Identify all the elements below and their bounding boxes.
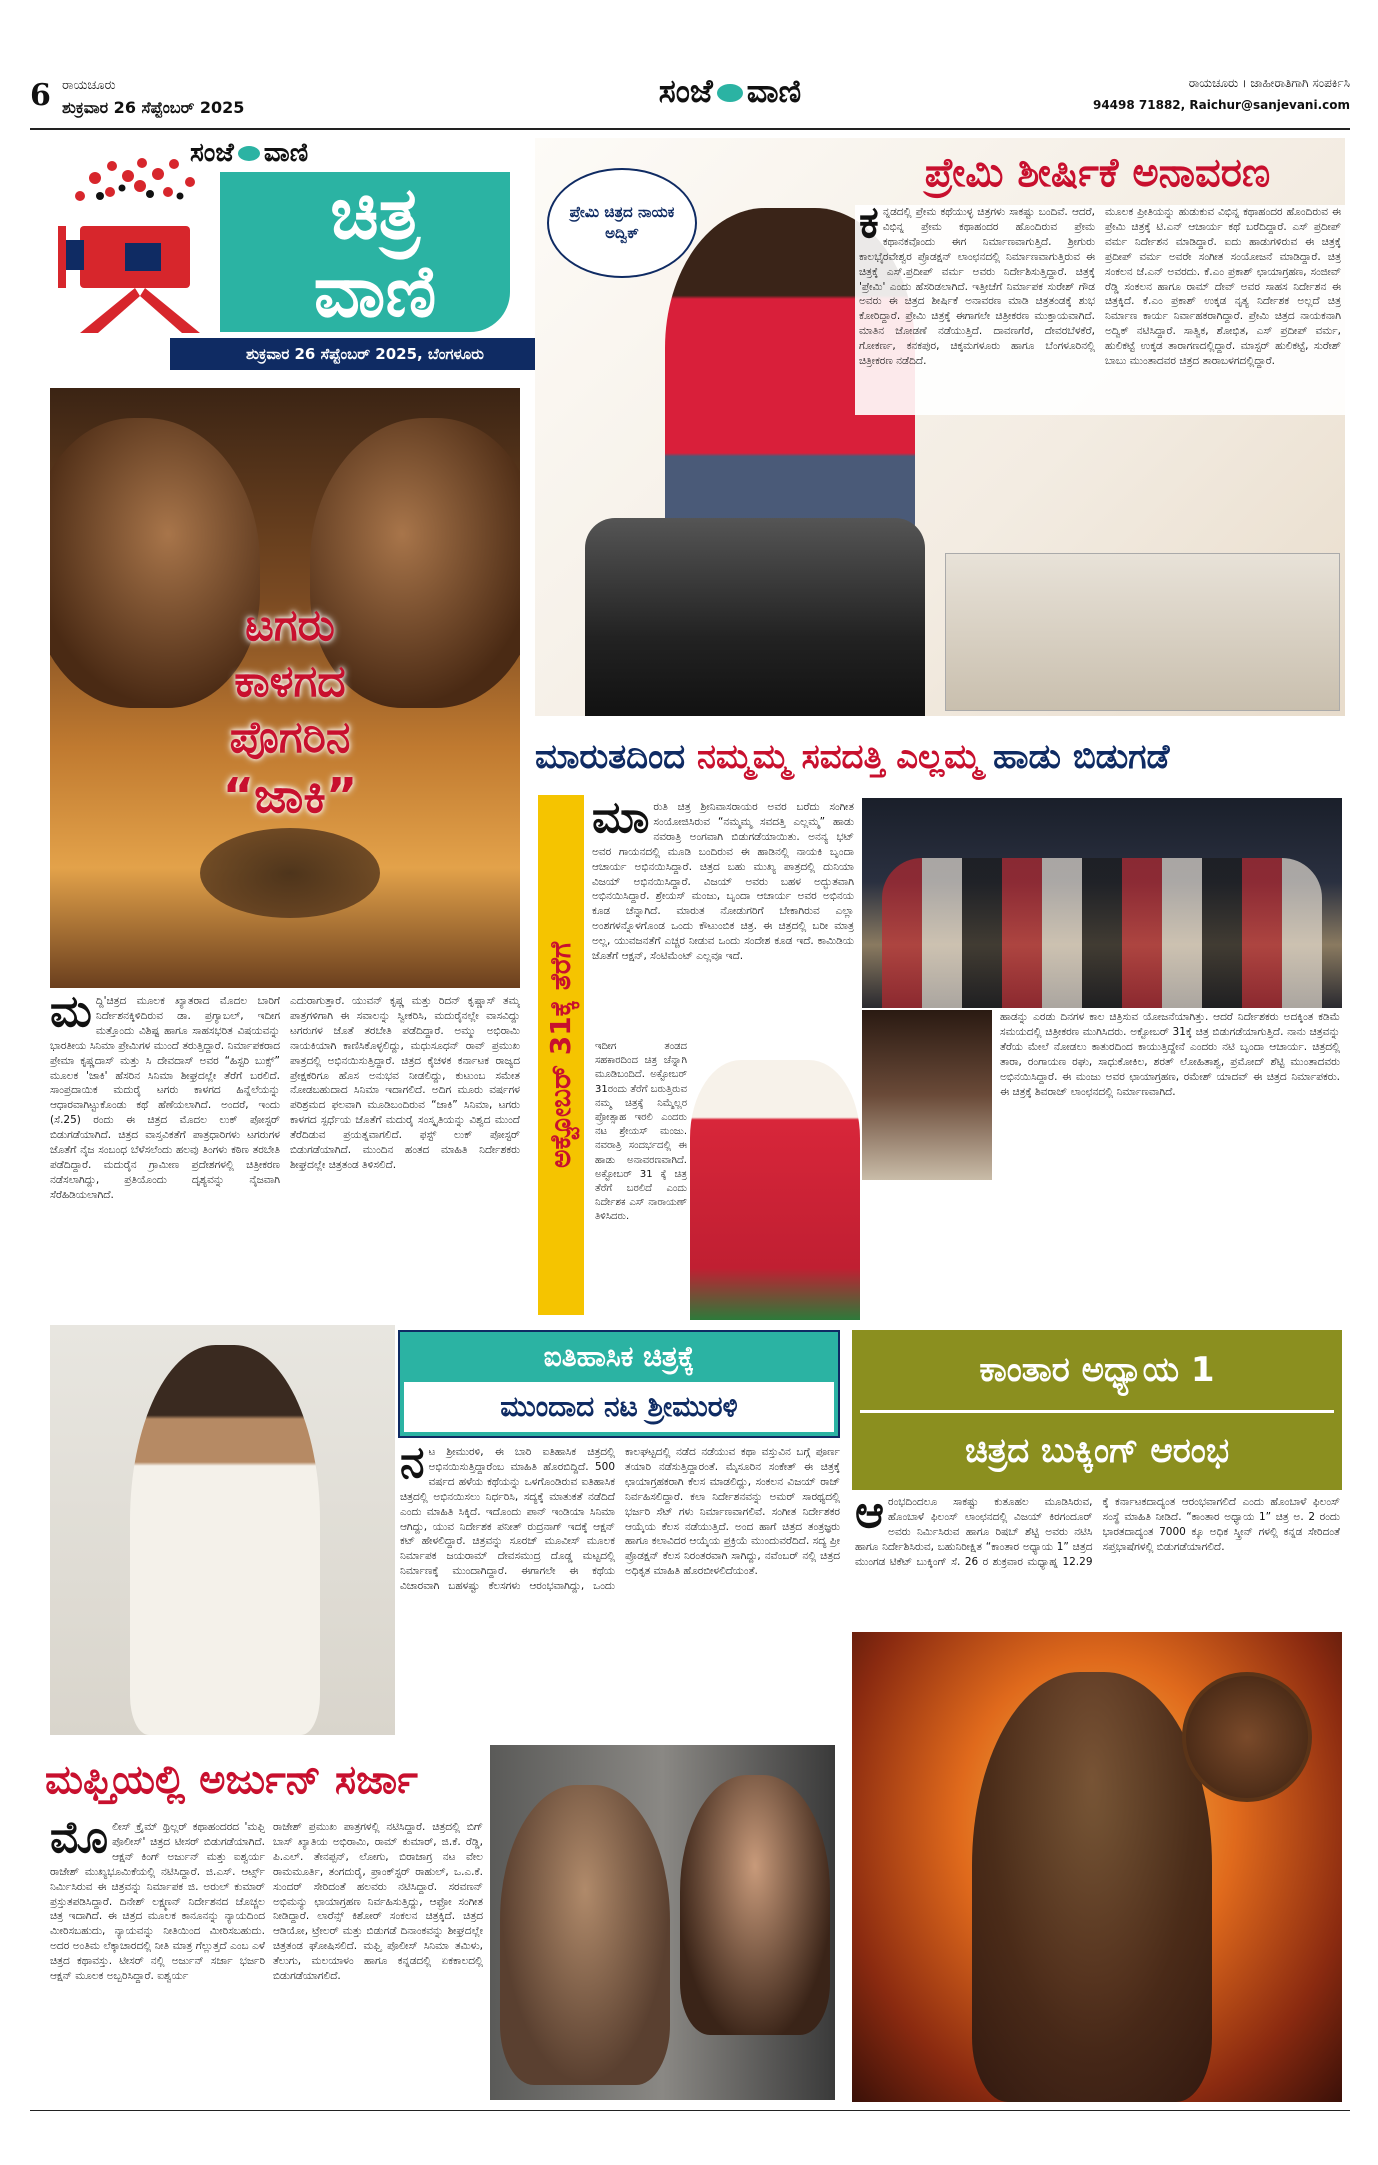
paper-name — [610, 72, 850, 111]
premi-body-col1-text: ನ್ನಡದಲ್ಲಿ ಪ್ರೇಮ ಕಥೆಯುಳ್ಳ ಚಿತ್ರಗಳು ಸಾಕಷ್ಟು ಬಂದಿವೆ. ಆದರೆ, ವಿಭಿನ್ನ ಪ್ರೇಮ ಕಥಾಹಂದರ ಹೊಂದಿರುವ ಪ್ರೇಮ ಕಥಾನಕವೊಂದು ಈಗ ನಿರ್ಮಾಣವಾಗುತ್ತಿದೆ. ಶ್ರೀಗುರು ಕಾಲಭೈರವೇಶ್ವರ ಪ್ರೊಡಕ್ಷನ್ ಲಾಂಛನದಲ್ಲಿ ನಿರ್ಮಾಣವಾಗುತ್ತಿರುವ ಈ ಚಿತ್ರಕ್ಕೆ ಎಸ್.ಪ್ರದೀಪ್ ವರ್ಮ ಅವರು ನಿರ್ದೇಶಿಸುತ್ತಿದ್ದಾರೆ. ಚಿತ್ರಕ್ಕೆ 'ಪ್ರೇಮಿ' ಎಂದು ಹೆಸರಿಡಲಾಗಿದೆ. ಇತ್ತೀಚೆಗೆ ನಿರ್ಮಾಪಕ ಸುರೇಶ್ ಗೌಡ ಅವರು ಈ ಚಿತ್ರದ ಶೀರ್ಷಿಕೆ ಅನಾವರಣ ಮಾಡಿ ಚಿತ್ರತಂಡಕ್ಕೆ ಶುಭ ಕೋರಿದ್ದಾರೆ. ಪ್ರೇಮಿ ಚಿತ್ರಕ್ಕೆ ಈಗಾಗಲೇ ಚಿತ್ರೀಕರಣ ಮುಕ್ತಾಯವಾಗಿದೆ. ಮಾತಿನ ಜೋಡಣೆ ನಡೆಯುತ್ತಿದೆ. ದಾವಣಗೆರೆ, ದೇವರಬೆಳಕೆರೆ, ಗೋಕರ್ಣ, ಕನಕಪುರ, ಚಿಕ್ಕಮಗಳೂರು ಹಾಗೂ ಬೆಂಗಳೂರಿನಲ್ಲಿ ಚಿತ್ರೀಕರಣ ನಡೆದಿದೆ. — [859, 206, 1095, 368]
yellamma-body-left — [592, 800, 854, 1030]
kantara-dropcap: ಆ — [855, 1495, 885, 1538]
yellamma-headline — [535, 728, 1345, 786]
premi-headline: ಪ್ರೇಮಿ ಶೀರ್ಷಿಕೆ ಅನಾವರಣ — [924, 150, 1271, 196]
masthead-rule — [30, 128, 1350, 130]
arjun-body-col1 — [50, 1820, 265, 2100]
arjun-face — [500, 1785, 670, 2085]
ad-contact: 94498 71882, Raichur@sanjevani.com — [1092, 98, 1350, 112]
ad-tagline: ರಾಯಚೂರು । ಜಾಹೀರಾತಿಗಾಗಿ ಸಂಪರ್ಕಿಸಿ — [1188, 76, 1350, 90]
yellamma-headline-part2: ನಮ್ಮಮ್ಮ ಸವದತ್ತಿ ಎಲ್ಲಮ್ಮ — [696, 737, 982, 777]
arjun-dropcap: ಮೊ — [50, 1820, 109, 1863]
jaaki-body — [50, 994, 520, 1314]
srimurali-photo — [50, 1325, 395, 1735]
film-camera-icon — [50, 148, 220, 338]
yellamma-vertical-banner — [538, 795, 584, 1315]
arjun-body-col2: ರಾಜೇಶ್ ಪ್ರಮುಖ ಪಾತ್ರಗಳಲ್ಲಿ ನಟಿಸಿದ್ದಾರೆ. ಚಿತ್ರದಲ್ಲಿ ಬಿಗ್ ಬಾಸ್ ಖ್ಯಾತಿಯ ಅಭಿರಾಮಿ, ರಾಮ್ ಕುಮಾರ್, ಜಿ.ಕೆ. ರೆಡ್ಡಿ, ಪಿ.ಎಲ್. ತೇನಪ್ಪನ್, ಲೋಗು, ಬಿರಾಜಾಗ್ರ ನಟ ವೇಲ ರಾಮಮೂರ್ತಿ, ತಂಗದುರೈ, ಪ್ರಾಂಕ್‌ಸ್ಟರ್ ರಾಹುಲ್, ಒ.ಎ.ಕೆ. ಸುಂದರ್ ಸೇರಿದಂತೆ ಹಲವರು ನಟಿಸಿದ್ದಾರೆ. ಸರವಣನ್ ಅಭಿಮನ್ಯು ಛಾಯಾಗ್ರಹಣ ನಿರ್ವಹಿಸುತ್ತಿದ್ದು, ಆಫ್ರೋ ಸಂಗೀತ ನೀಡಿದ್ದಾರೆ. ಲಾರೆನ್ಸ್ ಕಿಶೋರ್ ಸಂಕಲನ ಚಿತ್ರಕ್ಕಿದೆ. ಚಿತ್ರದ ಆಡಿಯೋ, ಟ್ರೇಲರ್ ಮತ್ತು ಬಿಡುಗಡೆ ದಿನಾಂಕವನ್ನು ಶೀಘ್ರದಲ್ಲೇ ಚಿತ್ರತಂಡ ಘೋಷಿಸಲಿದೆ. ಮಫ್ತಿ ಪೊಲೀಸ್ ಸಿನಿಮಾ ತಮಿಳು, ತೆಲುಗು, ಮಲಯಾಳಂ ಹಾಗೂ ಕನ್ನಡದಲ್ಲಿ ಏಕಕಾಲದಲ್ಲಿ ಬಿಡುಗಡೆಯಾಗಲಿದೆ. — [273, 1821, 483, 1983]
kantara-body — [855, 1495, 1340, 1625]
section-dateline: ಶುಕ್ರವಾರ 26 ಸೆಪ್ಟೆಂಬರ್ 2025, ಬೆಂಗಳೂರು — [170, 338, 560, 370]
kantara-poster — [852, 1632, 1342, 2102]
jaaki-headline-line3: ಪೊಗರಿನ — [229, 712, 351, 763]
premi-body-col1 — [859, 205, 1095, 415]
issue-date: ಶುಕ್ರವಾರ 26 ಸೆಪ್ಟೆಂಬರ್ 2025 — [62, 98, 245, 117]
yellamma-body-narrow: ಇದೀಗ ತಂಡದ ಸಹಕಾರದಿಂದ ಚಿತ್ರ ಚೆನ್ನಾಗಿ ಮೂಡಿಬಂದಿದೆ. ಅಕ್ಟೋಬರ್ 31ರಂದು ತೆರೆಗೆ ಬರುತ್ತಿರುವ ನಮ್ಮ ಚಿತ್ರಕ್ಕೆ ನಿಮ್ಮೆಲ್ಲರ ಪ್ರೋತ್ಸಾಹ ಇರಲಿ ಎಂದರು ನಟ ಶ್ರೇಯಸ್ ಮಂಜು. ನವರಾತ್ರಿ ಸಂದರ್ಭದಲ್ಲಿ ಈ ಹಾಡು ಅನಾವರಣವಾಗಿದೆ. ಅಕ್ಟೋಬರ್ 31 ಕ್ಕೆ ಚಿತ್ರ ತೆರೆಗೆ ಬರಲಿದೆ ಎಂದು ನಿರ್ದೇಶಕ ಎಸ್ ನಾರಾಯಣ್ ತಿಳಿಸಿದರು. — [595, 1041, 687, 1223]
yellamma-dropcap: ಮಾ — [592, 800, 650, 843]
yellamma-woman-photo — [690, 1060, 860, 1320]
kantara-warrior-figure — [972, 1672, 1212, 2102]
poster-rams — [200, 828, 380, 918]
yellamma-body-left-text: ರುತಿ ಚಿತ್ರ ಶ್ರೀನಿವಾಸರಾಯರ ಅವರ ಬರೆದು ಸಂಗೀತ ಸಂಯೋಜಿಸಿರುವ “ನಮ್ಮಮ್ಮ ಸವದತ್ತಿ ಎಲ್ಲಮ್ಮ” ಹಾಡು ನವರಾತ್ರಿ ಅಂಗವಾಗಿ ಬಿಡುಗಡೆಯಾಯಿತು. ಅನನ್ಯ ಭಟ್ ಅವರ ಗಾಯನದಲ್ಲಿ ಮೂಡಿ ಬಂದಿರುವ ಈ ಹಾಡಿನಲ್ಲಿ ನಾಯಕಿ ಬೃಂದಾ ಆಚಾರ್ಯ ಅಭಿನಯಿಸಿದ್ದಾರೆ. ಚಿತ್ರದ ಬಹು ಮುಖ್ಯ ಪಾತ್ರದಲ್ಲಿ ದುನಿಯಾ ವಿಜಯ್ ಅಭಿನಯಿಸಿದ್ದಾರೆ. ವಿಜಯ್ ಅವರು ಬಹಳ ಅದ್ಭುತವಾಗಿ ಅಭಿನಯಿಸಿದ್ದಾರೆ. ಶ್ರೇಯಸ್ ಮಂಜು, ಬೃಂದಾ ಆಚಾರ್ಯ ಅವರ ಅಭಿನಯ ಕೂಡ ಚೆನ್ನಾಗಿದೆ. ಮಾರುತ ನೋಡುಗರಿಗೆ ಬೇಕಾಗಿರುವ ಎಲ್ಲಾ ಅಂಶಗಳನ್ನೊಳಗೊಂಡ ಒಂದು ಕೌಟುಂಬಿಕ ಚಿತ್ರ. ಈ ಚಿತ್ರದಲ್ಲಿ ಬರೀ ಮಾತ್ರ ಅಲ್ಲ, ಯುವಜನತೆಗೆ ಎಚ್ಚರ ನೀಡುವ ಒಂದು ಸಂದೇಶ ಕೂಡ ಇದೆ. ಕಾಮಿಡಿಯ ಜೊತೆಗೆ ಆಕ್ಷನ್, ಸೆಂಟಿಮೆಂಟ್ ಎಲ್ಲವೂ ಇದೆ. — [592, 801, 854, 963]
yellamma-headline-part1: ಮಾರುತದಿಂದ — [535, 737, 697, 777]
yellamma-body-right: ಹಾಡನ್ನು ಎರಡು ದಿನಗಳ ಕಾಲ ಚಿತ್ರಿಸುವ ಯೋಜನೆಯಾಗಿತ್ತು. ಆದರೆ ನಿರ್ದೇಶಕರು ಅದಕ್ಕಿಂತ ಕಡಿಮೆ ಸಮಯದಲ್ಲಿ ಚಿತ್ರೀಕರಣ ಮುಗಿಸಿದರು. ಅಕ್ಟೋಬರ್ 31ಕ್ಕೆ ಚಿತ್ರ ಬಿಡುಗಡೆಯಾಗುತ್ತಿದೆ. ನಾನು ಚಿತ್ರವನ್ನು ತೆರೆಯ ಮೇಲೆ ನೋಡಲು ಕಾತುರದಿಂದ ಕಾಯುತ್ತಿದ್ದೇನೆ ಎಂದರು ನಟಿ ಬೃಂದಾ ಆಚಾರ್ಯ. ಚಿತ್ರದಲ್ಲಿ ತಾರಾ, ರಂಗಾಯಣ ರಘು, ಸಾಧುಕೋಕಿಲ, ಶರತ್ ಲೋಹಿತಾಶ್ವ, ಪ್ರಮೋದ್ ಶೆಟ್ಟಿ ಮುಂತಾದವರು ಅಭಿನಯಿಸಿದ್ದಾರೆ. ಈ ಮಂಜು ಅವರ ಛಾಯಾಗ್ರಹಣ, ರಮೇಶ್ ಯಾದವ್ ಈ ಚಿತ್ರದ ನಿರ್ಮಾಪಕರು. ಈ ಚಿತ್ರಕ್ಕೆ ಶಿವರಾಜ್ ಲಾಂಛನದಲ್ಲಿ ನಿರ್ಮಾಣವಾಗಿದೆ. — [1000, 1011, 1340, 1098]
premi-event-photo — [945, 553, 1340, 711]
jaaki-headline-line2: ಕಾಳಗದ — [234, 656, 346, 707]
arjun-poster — [490, 1745, 835, 2100]
section-logo — [40, 138, 520, 378]
edition-label: ರಾಯಚೂರು — [62, 78, 116, 93]
page-number: 6 — [30, 78, 51, 113]
kantara-shield — [1182, 1672, 1312, 1802]
srimurali-body-text: ಟ ಶ್ರೀಮುರಳಿ, ಈ ಬಾರಿ ಐತಿಹಾಸಿಕ ಚಿತ್ರದಲ್ಲಿ ಅಭಿನಯಿಸುತ್ತಿದ್ದಾರೆಂಬ ಮಾಹಿತಿ ಹೊರಬಿದ್ದಿದೆ. 500 ವರ್ಷದ ಹಳೆಯ ಕಥೆಯನ್ನು ಒಳಗೊಂಡಿರುವ ಐತಿಹಾಸಿಕ ಚಿತ್ರದಲ್ಲಿ ಅಭಿನಯಿಸಲು ನಿರ್ಧರಿಸಿ, ಸದ್ಯಕ್ಕೆ ಮಾತುಕತೆ ನಡೆದಿದೆ ಎಂದು ಮಾಹಿತಿ ಸಿಕ್ಕಿದೆ. ಇದೊಂದು ಪಾನ್ ಇಂಡಿಯಾ ಸಿನಿಮಾ ಆಗಿದ್ದು, ಯುವ ನಿರ್ದೇಶಕ ಪನೀತ್ ರುದ್ರನಾಗ್ ಇದಕ್ಕೆ ಆಕ್ಷನ್ ಕಟ್ ಹೇಳಲಿದ್ದಾರೆ. ಚಿತ್ರವನ್ನು ಸೂರಜ್ ಮೂವೀಸ್ ಮೂಲಕ ನಿರ್ಮಾಪಕ ಜಯರಾಮ್ ದೇವಸಮುದ್ರ ದೊಡ್ಡ ಮಟ್ಟದಲ್ಲಿ ನಿರ್ಮಾಣಕ್ಕೆ ಮುಂದಾಗಿದ್ದಾರೆ. ಈಗಾಗಲೇ ಈ ಕಥೆಯ ವಿಚಾರವಾಗಿ ಬಹಳಷ್ಟು ಕೆಲಸಗಳು ಆರಂಭವಾಗಿದ್ದು, ಒಂದು ಕಾಲಘಟ್ಟದಲ್ಲಿ ನಡೆದ ನಡೆಯುವ ಕಥಾ ವಸ್ತುವಿನ ಬಗ್ಗೆ ಪೂರ್ಣ ತಯಾರಿ ನಡೆಸುತ್ತಿದ್ದಾರಂತೆ. ಮೈಸೂರಿನ ಸಂಕೇತ್ ಈ ಚಿತ್ರಕ್ಕೆ ಛಾಯಾಗ್ರಹಕರಾಗಿ ಕೆಲಸ ಮಾಡಲಿದ್ದು, ಸಂಕಲನ ವಿಜಯ್ ರಾಜ್ ನಿರ್ವಹಿಸಲಿದ್ದಾರೆ. ಕಲಾ ನಿರ್ದೇಶನವನ್ನು ಅಮರ್ ಸಾರಥ್ಯದಲ್ಲಿ ಭರ್ಜರಿ ಸೆಟ್ ಗಳು ನಿರ್ಮಾಣವಾಗಲಿವೆ. ಸಂಗೀತ ನಿರ್ದೇಶಕರ ಆಯ್ಕೆಯ ಕೆಲಸ ನಡೆಯುತ್ತಿದೆ. ಅಂದ ಹಾಗೆ ಚಿತ್ರದ ತಂತ್ರಜ್ಞರು ಹಾಗೂ ಕಲಾವಿದರ ಆಯ್ಕೆಯ ಪ್ರಕ್ರಿಯೆ ಮುಂದುವರೆದಿದೆ. ಸದ್ಯ ಪ್ರೀ ಪ್ರೊಡಕ್ಷನ್ ಕೆಲಸ ನಿರಂತರವಾಗಿ ಸಾಗಿದ್ದು, ನವೆಂಬರ್ ನಲ್ಲಿ ಚಿತ್ರದ ಅಧಿಕೃತ ಮಾಹಿತಿ ಹೊರಬೀಳಲಿದೆಯಂತೆ. — [400, 1446, 840, 1593]
page-bottom-rule — [30, 2110, 1350, 2111]
premi-motorbike — [585, 518, 925, 716]
yellamma-vertical-banner-text: ಅಕ್ಟೋಬರ್ 31ಕ್ಕೆ ತೆರೆಗೆ — [544, 942, 577, 1168]
premi-callout — [547, 168, 697, 278]
aishwarya-face — [680, 1775, 830, 2035]
section-brand-left: ಸಂಜೆ — [190, 138, 234, 168]
paper-name-right: ವಾಣಿ — [746, 72, 802, 110]
arjun-body-col1-text: ಲೀಸ್ ಕ್ರೈಮ್ ಥ್ರಿಲ್ಲರ್ ಕಥಾಹಂದರದ 'ಮಫ್ತಿ ಪೊಲೀಸ್' ಚಿತ್ರದ ಟೀಸರ್ ಬಿಡುಗಡೆಯಾಗಿದೆ. ಆಕ್ಷನ್ ಕಿಂಗ್ ಅರ್ಜುನ್ ಮತ್ತು ಐಶ್ವರ್ಯ ರಾಜೇಶ್ ಮುಖ್ಯಭೂಮಿಕೆಯಲ್ಲಿ ನಟಿಸಿದ್ದಾರೆ. ಜಿ.ಎಸ್. ಆರ್ಟ್ಸ್ ನಿರ್ಮಿಸಿರುವ ಈ ಚಿತ್ರವನ್ನು ನಿರ್ಮಾಪಕ ಜಿ. ಅರುಲ್ ಕುಮಾರ್ ಪ್ರಸ್ತುತಪಡಿಸಿದ್ದಾರೆ. ದಿನೇಶ್ ಲಕ್ಷ್ಮಣನ್ ನಿರ್ದೇಶನದ ಚೊಚ್ಚಲ ಚಿತ್ರ ಇದಾಗಿದೆ. ಈ ಚಿತ್ರದ ಮೂಲಕ ಕಾನೂನನ್ನು ನ್ಯಾಯದಿಂದ ಮೀರಿಸಬಹುದು, ನ್ಯಾಯವನ್ನು ನೀತಿಯಿಂದ ಮೀರಿಸಬಹುದು. ಅದರ ಅಂತಿಮ ಲೆಕ್ಕಾಚಾರದಲ್ಲಿ ನೀತಿ ಮಾತ್ರ ಗೆಲ್ಲುತ್ತದೆ ಎಂಬ ಎಳೆ ಚಿತ್ರದ ಕಥಾವಸ್ತು. ಟೀಸರ್ ನಲ್ಲಿ ಅರ್ಜುನ್ ಸರ್ಜಾ ಭರ್ಜರಿ ಆಕ್ಷನ್ ಮೂಲಕ ಅಬ್ಬರಿಸಿದ್ದಾರೆ. ಐಶ್ವರ್ಯ — [50, 1821, 265, 1983]
kantara-headline-line1: ಕಾಂತಾರ ಅಧ್ಯಾಯ 1 — [860, 1330, 1334, 1413]
paper-emblem-icon — [717, 84, 743, 102]
srimurali-dropcap: ನ — [400, 1445, 425, 1488]
yellamma-group-photo — [862, 798, 1342, 1008]
yellamma-headline-part3: ಹಾಡು ಬಿಡುಗಡೆ — [981, 737, 1170, 777]
srimurali-body — [400, 1445, 840, 1735]
jaaki-poster — [50, 388, 520, 988]
jaaki-body-col1 — [50, 994, 280, 1314]
jaaki-body-col1-text: ದ್ದಿ'ಚಿತ್ರದ ಮೂಲಕ ಖ್ಯಾತರಾದ ಮೊದಲ ಬಾರಿಗೆ ನಿರ್ದೇಶನಕ್ಕಿಳಿದಿರುವ ಡಾ. ಪ್ರಗ್ಯಾಬಲ್, ಇದೀಗ ಮತ್ತೊಂದು ವಿಶಿಷ್ಟ ಹಾಗೂ ಸಾಹಸಭರಿತ ವಿಷಯವನ್ನು ಭಾರತೀಯ ಸಿನಿಮಾ ಪ್ರೇಮಿಗಳ ಮುಂದೆ ತರುತ್ತಿದ್ದಾರೆ. ನಿರ್ಮಾಪಕರಾದ ಪ್ರೇಮಾ ಕೃಷ್ಣದಾಸ್ ಮತ್ತು ಸಿ ದೇವದಾಸ್ ಅವರ “ಹಿಸ್ಟರಿ ಬುಕ್ಸ್” ಮೂಲಕ 'ಜಾಕಿ' ಹೆಸರಿನ ಸಿನಿಮಾ ಶೀಘ್ರದಲ್ಲೇ ತೆರೆಗೆ ಬರಲಿದೆ. ಸಾಂಪ್ರದಾಯಿಕ ಮದುರೈ ಟಗರು ಕಾಳಗದ ಹಿನ್ನೆಲೆಯನ್ನು ಆಧಾರವಾಗಿಟ್ಟುಕೊಂಡು ಕಥೆ ಹೆಣೆಯಲಾಗಿದೆ. ಅಂದರೆ, ಇಂದು (ಸೆ.25) ರಂದು ಈ ಚಿತ್ರದ ಮೊದಲ ಲುಕ್ ಪೋಸ್ಟರ್ ಬಿಡುಗಡೆಯಾಗಿದೆ. ಚಿತ್ರದ ವಾಸ್ತವಿಕತೆಗೆ ಪಾತ್ರಧಾರಿಗಳು ಟಗರುಗಳ ಜೊತೆಗೆ ನೈಜ ಸಂಬಂಧ ಬೆಳೆಸಲೆಂದು ಹಲವು ತಿಂಗಳು ಕಠಿಣ ತರಬೇತಿ ಪಡೆದಿದ್ದಾರೆ. ಮದುರೈನ ಗ್ರಾಮೀಣ ಪ್ರದೇಶಗಳಲ್ಲಿ ಚಿತ್ರೀಕರಣ ನಡೆಸಲಾಗಿದ್ದು, ಪ್ರತಿಯೊಂದು ದೃಶ್ಯವನ್ನು ನೈಜವಾಗಿ ಸೆರೆಹಿಡಿಯಲಾಗಿದೆ. — [50, 995, 280, 1201]
premi-callout-text: ಪ್ರೇಮಿ ಚಿತ್ರದ ನಾಯಕ ಅದ್ವಿಕ್ — [569, 203, 675, 242]
kantara-headline-line2: ಚಿತ್ರದ ಬುಕ್ಕಿಂಗ್ ಆರಂಭ — [964, 1431, 1230, 1471]
kantara-headline — [852, 1330, 1342, 1490]
paper-name-left: ಸಂಜೆ — [658, 72, 713, 110]
section-brand-emblem-icon — [238, 146, 260, 161]
section-logo-brand — [190, 138, 308, 169]
section-title-line2: ವಾಣಿ — [313, 249, 437, 333]
jaaki-headline-line4: “ಜಾಕಿ” — [222, 768, 358, 824]
masthead — [30, 72, 1350, 132]
kantara-body-text: ರಂಭದಿಂದಲೂ ಸಾಕಷ್ಟು ಕುತೂಹಲ ಮೂಡಿಸಿರುವ, ಹೊಂಬಾಳೆ ಫಿಲಂಸ್ ಲಾಂಛನದಲ್ಲಿ ವಿಜಯ್ ಕಿರಗಂದೂರ್ ಅವರು ನಿರ್ಮಿಸಿರುವ ಹಾಗೂ ರಿಷಬ್ ಶೆಟ್ಟಿ ಅವರು ನಟಿಸಿ ಹಾಗೂ ನಿರ್ದೇಶಿಸಿರುವ, ಬಹುನಿರೀಕ್ಷಿತ “ಕಾಂತಾರ ಅಧ್ಯಾಯ 1” ಚಿತ್ರದ ಮುಂಗಡ ಟಿಕೆಟ್ ಬುಕ್ಕಿಂಗ್ ಸೆ. 26 ರ ಶುಕ್ರವಾರ ಮಧ್ಯಾಹ್ನ 12.29 ಕ್ಕೆ ಕರ್ನಾಟಕದಾದ್ಯಂತ ಆರಂಭವಾಗಲಿದೆ ಎಂದು ಹೊಂಬಾಳೆ ಫಿಲಂಸ್ ಸಂಸ್ಥೆ ಮಾಹಿತಿ ನೀಡಿದೆ. “ಕಾಂತಾರ ಅಧ್ಯಾಯ 1” ಚಿತ್ರ ಅ. 2 ರಂದು ಭಾರತದಾದ್ಯಂತ 7000 ಕ್ಕೂ ಅಧಿಕ ಸ್ಕ್ರೀನ್ ಗಳಲ್ಲಿ ಕನ್ನಡ ಸೇರಿದಂತೆ ಸಪ್ತಭಾಷೆಗಳಲ್ಲಿ ಬಿಡುಗಡೆಯಾಗಲಿದೆ. — [855, 1496, 1340, 1568]
yellamma-group-people — [882, 858, 1322, 1008]
jaaki-headline-line1: ಟಗರು — [245, 600, 335, 651]
premi-body — [855, 205, 1345, 415]
srimurali-headline-line1: ಐತಿಹಾಸಿಕ ಚಿತ್ರಕ್ಕೆ — [543, 1340, 695, 1373]
arjun-headline: ಮಫ್ತಿಯಲ್ಲಿ ಅರ್ಜುನ್ ಸರ್ಜಾ — [45, 1757, 418, 1803]
jaaki-dropcap: ಮ — [50, 994, 92, 1037]
section-title-line1: ಚಿತ್ರ — [330, 171, 420, 255]
yellamma-actor-photo — [862, 1010, 992, 1180]
srimurali-figure — [130, 1345, 320, 1735]
srimurali-headline-line2: ಮುಂದಾದ ನಟ ಶ್ರೀಮುರಳಿ — [404, 1382, 834, 1432]
section-brand-right: ವಾಣಿ — [263, 138, 309, 168]
premi-body-col2: ಮೂಲಕ ಪ್ರೀತಿಯನ್ನು ಹುಡುಕುವ ವಿಭಿನ್ನ ಕಥಾಹಂದರ ಹೊಂದಿರುವ ಈ ಪ್ರೇಮಿ ಚಿತ್ರಕ್ಕೆ ಟಿ.ಎನ್ ಆಚಾರ್ಯ ಕಥೆ ಬರೆದಿದ್ದಾರೆ. ಎಸ್ ಪ್ರದೀಪ್ ವರ್ಮ ನಿರ್ದೇಶನ ಮಾಡಿದ್ದಾರೆ. ಐದು ಹಾಡುಗಳಿರುವ ಈ ಚಿತ್ರಕ್ಕೆ ಪ್ರದೀಪ್ ವರ್ಮ ಅವರೇ ಸಂಗೀತ ಸಂಯೋಜನೆ ಮಾಡಿದ್ದಾರೆ. ಚಿತ್ರ ಸಂಕಲನ ಜೆ.ಎನ್ ಅವರದು. ಕೆ.ಎಂ ಪ್ರಕಾಶ್ ಛಾಯಾಗ್ರಹಣ, ಸಂಜೀವ್ ರೆಡ್ಡಿ ಸಂಕಲನ ಹಾಗೂ ರಾಮ್ ದೇವ್ ಅವರ ಸಾಹಸ ನಿರ್ದೇಶನ ಈ ಚಿತ್ರಕ್ಕಿದೆ. ಕೆ.ಎಂ ಪ್ರಕಾಶ್ ಉಕ್ಕಡ ನೃತ್ಯ ನಿರ್ದೇಶಕ ಅಲ್ಲದೆ ಚಿತ್ರ ನಿರ್ಮಾಣ ಕಾರ್ಯ ನಿರ್ವಾಹಕರಾಗಿದ್ದಾರೆ. ಪ್ರೇಮಿ ಚಿತ್ರದ ನಾಯಕನಾಗಿ ಅದ್ವಿಕ್ ನಟಿಸಿದ್ದಾರೆ. ಸಾತ್ವಿಕ, ಶೋಭಿತ, ಎಸ್ ಪ್ರದೀಪ್ ವರ್ಮ, ಹುಲಿಕಟ್ಟೆ ಉಕ್ಕಡ ತಾರಾಗಣದಲ್ಲಿದ್ದಾರೆ. ಮಾಸ್ಟರ್ ಹುಲಿಕಟ್ಟೆ, ಸುರೇಶ್ ಬಾಬು ಮುಂತಾದವರ ಚಿತ್ರದ ತಾರಾಬಳಗದಲ್ಲಿದ್ದಾರೆ. — [1105, 206, 1341, 368]
premi-dropcap: ಕ — [859, 205, 879, 248]
srimurali-headline — [398, 1330, 840, 1438]
jaaki-headline — [140, 598, 440, 826]
jaaki-body-col2: ಎದುರಾಗುತ್ತಾರೆ. ಯುವನ್ ಕೃಷ್ಣ ಮತ್ತು ರಿದನ್ ಕೃಷ್ಣಾಸ್ ತಮ್ಮ ಪಾತ್ರಗಳಿಗಾಗಿ ಈ ಸವಾಲನ್ನು ಸ್ವೀಕರಿಸಿ, ಮದುರೈನಲ್ಲೇ ವಾಸವಿದ್ದು ಟಗರುಗಳ ಜೊತೆ ತರಬೇತಿ ಪಡೆದಿದ್ದಾರೆ. ಅಮ್ಮು ಅಭಿರಾಮಿ ನಾಯಕಿಯಾಗಿ ಕಾಣಿಸಿಕೊಳ್ಳಲಿದ್ದು, ಮಧುಸೂಧನ್ ರಾವ್ ಪ್ರಮುಖ ಪಾತ್ರದಲ್ಲಿ ಅಭಿನಯಿಸುತ್ತಿದ್ದಾರೆ. ಚಿತ್ರದ ಕೈಚಳಕ ಕರ್ನಾಟಕ ರಾಜ್ಯದ ಪ್ರೇಕ್ಷಕರಿಗೂ ಹೊಸ ಅನುಭವ ನೀಡಲಿದ್ದು, ಕುಟುಂಬ ಸಮೇತ ನೋಡಬಹುದಾದ ಸಿನಿಮಾ ಇದಾಗಲಿದೆ. ಅದಿಗ ಮೂರು ವರ್ಷಗಳ ಪರಿಶ್ರಮದ ಫಲವಾಗಿ ಮೂಡಿಬಂದಿರುವ “ಜಾಕಿ” ಸಿನಿಮಾ, ಟಗರು ಕಾಳಗದ ಸ್ಪರ್ಧೆಯ ಜೊತೆಗೆ ಮದುರೈ ಸಂಸ್ಕೃತಿಯನ್ನು ವಿಶ್ವದ ಮುಂದೆ ತೆರೆದಿಡುವ ಪ್ರಯತ್ನವಾಗಲಿದೆ. ಫಸ್ಟ್ ಲುಕ್ ಪೋಸ್ಟರ್ ಬಿಡುಗಡೆಯಾಗಿದೆ. ಮುಂದಿನ ಹಂತದ ಮಾಹಿತಿ ನಿರ್ದೇಶಕರು ಶೀಘ್ರದಲ್ಲೇ ಚಿತ್ರತಂಡ ತಿಳಿಸಲಿದೆ. — [290, 995, 520, 1171]
